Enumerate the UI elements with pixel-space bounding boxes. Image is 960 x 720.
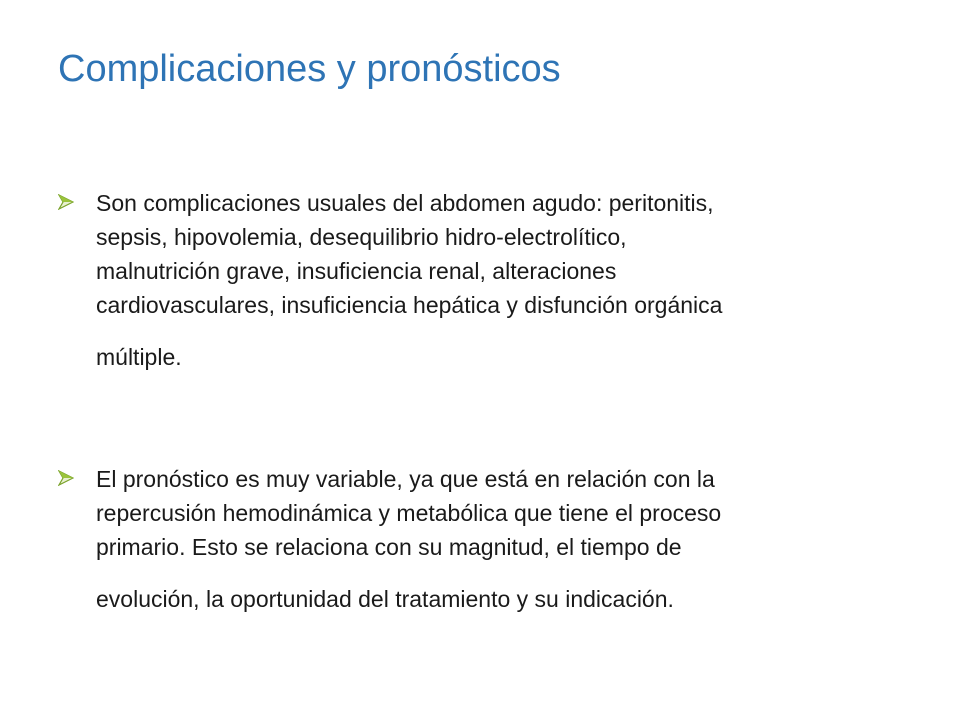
arrow-bullet-icon bbox=[58, 186, 96, 214]
bullet-text bbox=[96, 462, 898, 616]
bullet-line: El pronóstico es muy variable, ya que está en relación con la bbox=[96, 466, 715, 492]
bullet-line: sepsis, hipovolemia, desequilibrio hidro-electrolítico, bbox=[96, 224, 627, 250]
bullet-text bbox=[96, 186, 898, 374]
bullet-line: Son complicaciones usuales del abdomen agudo: peritonitis, bbox=[96, 190, 714, 216]
slide-title: Complicaciones y pronósticos bbox=[58, 48, 561, 90]
bullet-line: repercusión hemodinámica y metabólica que tiene el proceso bbox=[96, 500, 722, 526]
bullet-item-complications bbox=[58, 186, 898, 374]
bullet-line: primario. Esto se relaciona con su magnitud, el tiempo de bbox=[96, 534, 682, 560]
arrow-bullet-icon bbox=[58, 462, 96, 490]
bullet-line: evolución, la oportunidad del tratamiento y su indicación. bbox=[96, 586, 674, 612]
bullet-line: múltiple. bbox=[96, 344, 182, 370]
bullet-line: cardiovasculares, insuficiencia hepática y disfunción orgánica bbox=[96, 292, 723, 318]
bullet-line: malnutrición grave, insuficiencia renal, alteraciones bbox=[96, 258, 617, 284]
bullet-item-prognosis bbox=[58, 462, 898, 616]
